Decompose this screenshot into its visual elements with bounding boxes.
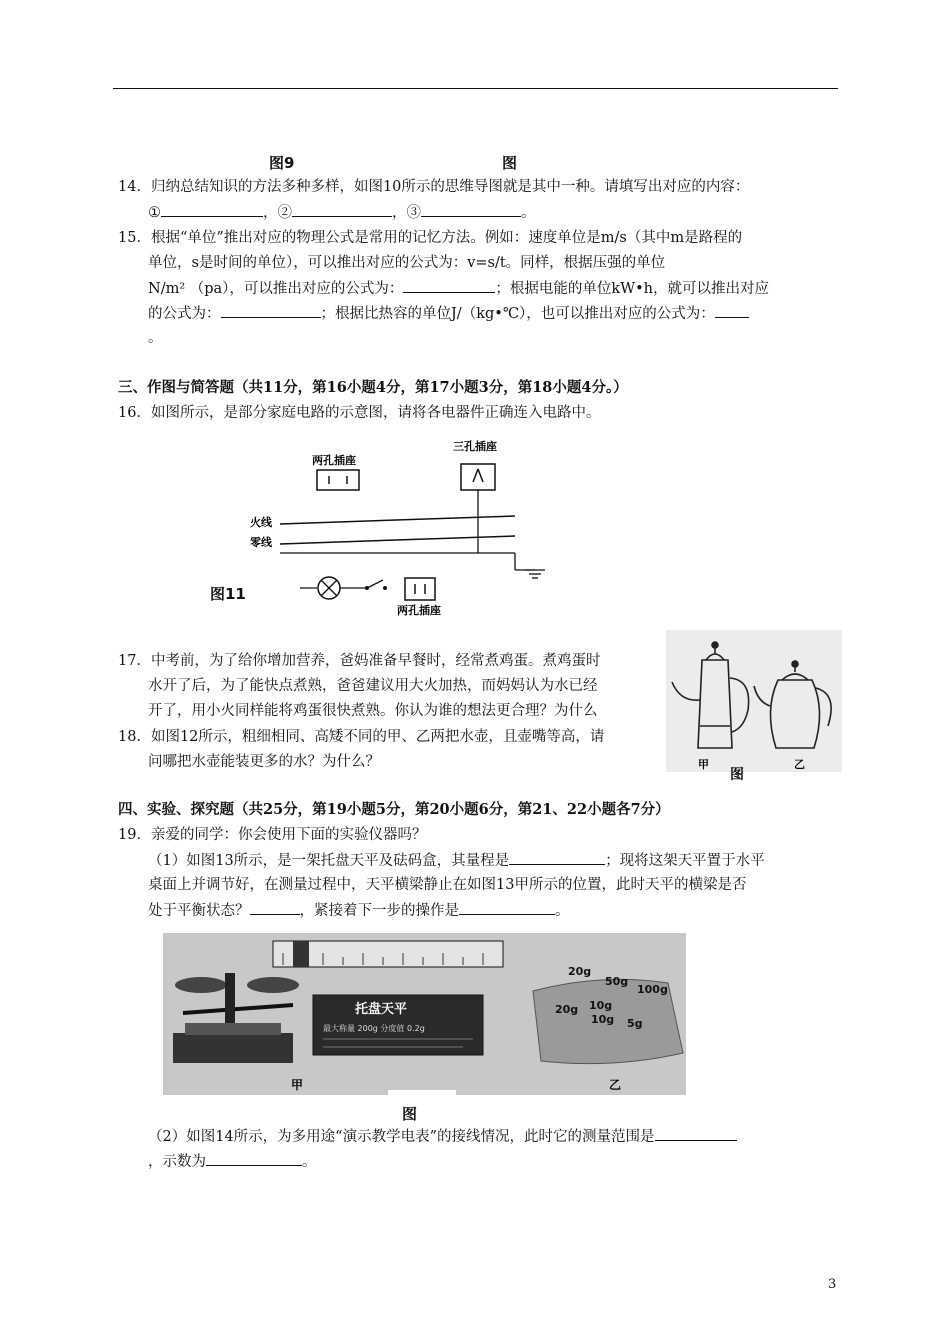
page-number: 3	[828, 1277, 837, 1292]
fig9-caption: 图9	[269, 154, 295, 172]
three-hole-label: 三孔插座	[453, 440, 497, 453]
q15-line5: 。	[148, 330, 163, 346]
weight-label: 20g	[555, 1003, 579, 1016]
circuit-figure	[205, 438, 565, 618]
q19-p1-line2: 桌面上并调节好，在测量过程中，天平横梁静止在如图13甲所示的位置，此时天平的横梁是否	[148, 877, 747, 893]
q15-line2: 单位，s是时间的单位），可以推出对应的公式为：v=s/t。同样，根据压强的单位	[148, 255, 666, 271]
section4-heading: 四、实验、探究题（共25分，第19小题5分，第20小题6分，第21、22小题各7分）	[118, 801, 670, 818]
two-hole-socket-bottom	[405, 578, 435, 600]
q14-blank-3[interactable]	[421, 201, 521, 217]
live-wire-label: 火线	[250, 516, 272, 529]
q14-blank-1[interactable]	[161, 201, 263, 217]
q19-blank-balance[interactable]	[250, 899, 300, 915]
weight-label: 50g	[605, 975, 629, 988]
kettle-yi-label: 乙	[794, 758, 805, 771]
q17-line2: 水开了后，为了能快点煮熟，爸爸建议用大火加热，而妈妈认为水已经	[148, 678, 598, 694]
q19-intro: 19．亲爱的同学：你会使用下面的实验仪器吗？	[118, 827, 427, 843]
q15-line1: 15．根据“单位”推出对应的物理公式是常用的记忆方法。例如：速度单位是m/s（其中m是路程的	[118, 230, 743, 246]
balance-drawing	[163, 933, 686, 1095]
two-hole-bottom-label: 两孔插座	[397, 604, 441, 617]
q19-p1-line3: 处于平衡状态？ ，紧接着下一步的操作是 。	[148, 899, 570, 922]
weight-label: 5g	[627, 1017, 643, 1030]
q15-blank-1[interactable]	[403, 277, 495, 293]
three-hole-socket	[461, 464, 495, 490]
plate-line: 最大称量 200g 分度值 0.2g	[323, 1024, 425, 1033]
q19-blank-next[interactable]	[459, 899, 555, 915]
q19-blank-range[interactable]	[509, 849, 605, 865]
q18-line1: 18．如图12所示，粗细相同、高矮不同的甲、乙两把水壶，且壶嘴等高，请	[118, 729, 605, 745]
kettle-jia-label: 甲	[698, 758, 709, 771]
fig10-caption: 图	[502, 154, 518, 172]
q19-p2-line1: （2）如图14所示，为多用途“演示教学电表”的接线情况，此时它的测量范围是	[148, 1125, 737, 1148]
weight-label: 10g	[591, 1013, 615, 1026]
two-hole-top-label: 两孔插座	[312, 454, 356, 467]
fig12-caption: 图	[730, 767, 744, 783]
fig13-caption-box	[388, 1090, 456, 1114]
q15-line3: N/m² （pa），可以推出对应的公式为： ；根据电能的单位kW•h，就可以推出对应	[148, 277, 769, 300]
circuit-diagram	[205, 438, 565, 618]
q15-blank-2[interactable]	[221, 302, 321, 318]
balance-yi-label: 乙	[609, 1078, 622, 1092]
q17-line3: 开了，用小火同样能将鸡蛋很快煮熟。你认为谁的想法更合理？为什么	[148, 703, 598, 719]
neutral-wire-label: 零线	[250, 536, 272, 549]
q16-text: 16．如图所示，是部分家庭电路的示意图，请将各电器件正确连入电路中。	[118, 405, 601, 421]
balance-photo	[163, 933, 686, 1095]
fig11-caption: 图11	[210, 585, 246, 603]
q15-blank-3[interactable]	[715, 302, 749, 318]
q19-p2-line2: ，示数为 。	[148, 1150, 317, 1173]
weight-label: 10g	[589, 999, 613, 1012]
two-hole-socket-top	[317, 470, 359, 490]
q15-line4: 的公式为： ；根据比热容的单位J/（kg•℃），也可以推出对应的公式为：	[148, 302, 749, 325]
q17-line1: 17．中考前，为了给你增加营养，爸妈准备早餐时，经常煮鸡蛋。煮鸡蛋时	[118, 653, 601, 669]
weight-label: 20g	[568, 965, 592, 978]
kettles-drawing	[666, 630, 842, 772]
kettle-jia	[672, 642, 749, 748]
q18-line2: 问哪把水壶能装更多的水？为什么？	[148, 754, 380, 770]
q19-blank-meter-range[interactable]	[655, 1125, 737, 1141]
q14-line1: 14．归纳总结知识的方法多种多样，如图10所示的思维导图就是其中一种。请填写出对应的内容：	[118, 179, 750, 195]
neutral-wire	[280, 536, 515, 544]
fig13-caption: 图	[402, 1105, 418, 1123]
switch-icon	[367, 580, 383, 588]
q19-blank-reading[interactable]	[206, 1150, 302, 1166]
q14-blanks: ① ，② ，③ 。	[148, 201, 536, 224]
section3-heading: 三、作图与简答题（共11分，第16小题4分，第17小题3分，第18小题4分。）	[118, 379, 628, 396]
kettle-yi	[754, 661, 831, 748]
kettles-figure	[666, 630, 842, 772]
live-wire	[280, 516, 515, 524]
header-rule	[113, 88, 838, 89]
q19-p1-line1: （1）如图13所示，是一架托盘天平及砝码盒，其量程是 ；现将这架天平置于水平	[148, 849, 765, 872]
plate-title: 托盘天平	[355, 1002, 408, 1017]
weight-label: 100g	[637, 983, 668, 996]
q14-blank-2[interactable]	[292, 201, 392, 217]
balance-jia-label: 甲	[291, 1078, 304, 1092]
